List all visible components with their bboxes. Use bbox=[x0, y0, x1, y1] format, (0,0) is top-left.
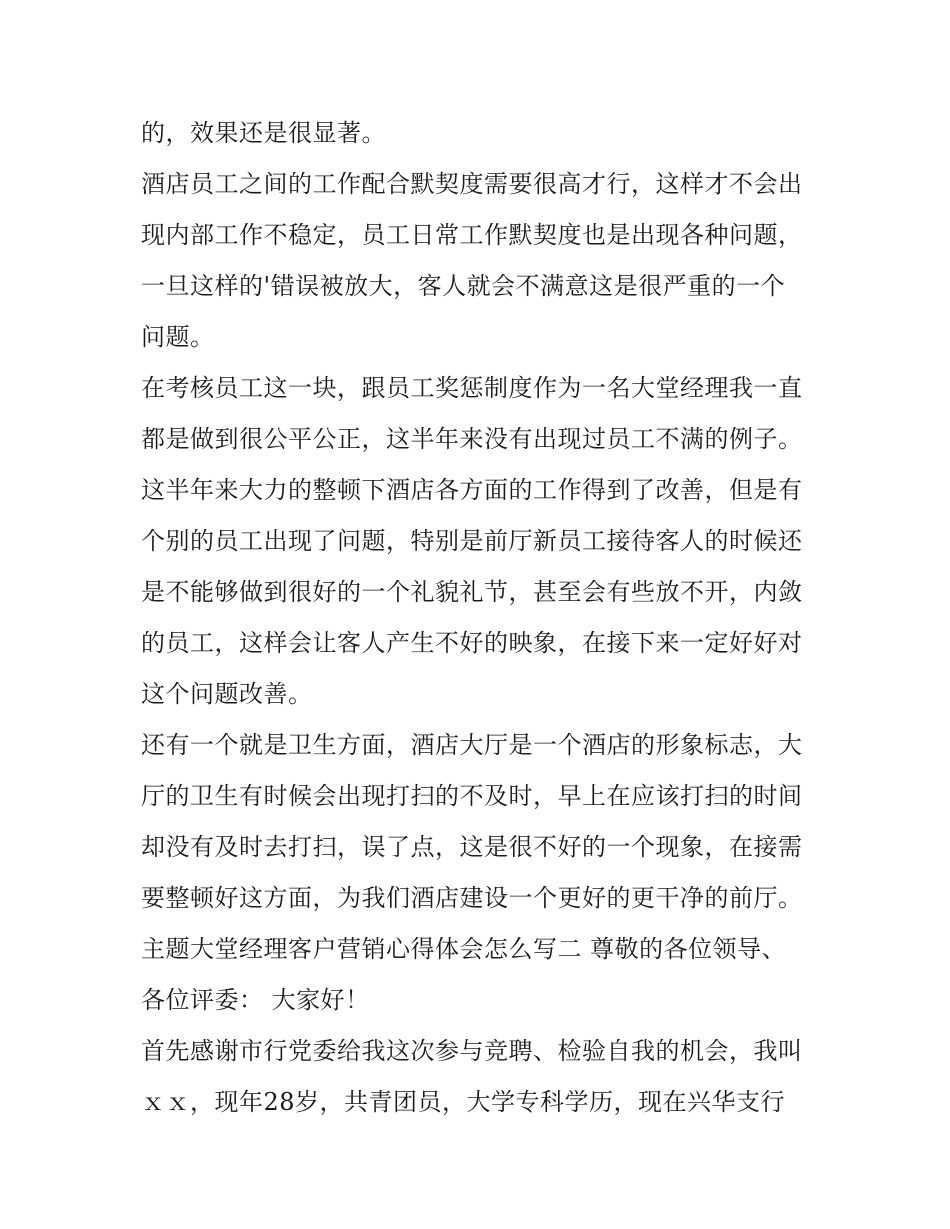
text-line: 现内部工作不稳定，员工日常工作默契度也是出现各种问题， bbox=[141, 221, 803, 249]
text-line: 各位评委： 大家好！ bbox=[141, 986, 370, 1014]
text-line: 这半年来大力的整顿下酒店各方面的工作得到了改善，但是有 bbox=[141, 476, 803, 504]
text-line: 个别的员工出现了问题，特别是前厅新员工接待客人的时候还 bbox=[141, 527, 803, 555]
text-line: 在考核员工这一块，跟员工奖惩制度作为一名大堂经理我一直 bbox=[141, 374, 803, 402]
text-line: 厅的卫生有时候会出现打扫的不及时，早上在应该打扫的时间 bbox=[141, 782, 803, 810]
text-line: 主题大堂经理客户营销心得体会怎么写二 尊敬的各位领导、 bbox=[141, 935, 787, 963]
text-line: 还有一个就是卫生方面，酒店大厅是一个酒店的形象标志，大 bbox=[141, 731, 803, 759]
text-line: 问题。 bbox=[141, 323, 215, 351]
text-line: 要整顿好这方面，为我们酒店建设一个更好的更干净的前厅。 bbox=[141, 884, 803, 912]
text-line: ｘｘ，现年28岁，共青团员，大学专科学历，现在兴华支行 bbox=[141, 1088, 786, 1116]
text-line: 酒店员工之间的工作配合默契度需要很高才行，这样才不会出 bbox=[141, 170, 803, 198]
document-body bbox=[141, 108, 821, 1128]
text-line: 的员工，这样会让客人产生不好的映象，在接下来一定好好对 bbox=[141, 629, 803, 657]
text-line: 这个问题改善。 bbox=[141, 680, 313, 708]
text-line: 却没有及时去打扫，误了点，这是很不好的一个现象，在接需 bbox=[141, 833, 803, 861]
text-line: 都是做到很公平公正，这半年来没有出现过员工不满的例子。 bbox=[141, 425, 803, 453]
text-line: 首先感谢市行党委给我这次参与竞聘、检验自我的机会，我叫 bbox=[141, 1037, 803, 1065]
text-line: 的，效果还是很显著。 bbox=[141, 119, 386, 147]
text-line: 是不能够做到很好的一个礼貌礼节，甚至会有些放不开，内敛 bbox=[141, 578, 803, 606]
text-line: 一旦这样的'错误被放大，客人就会不满意这是很严重的一个 bbox=[141, 272, 786, 300]
